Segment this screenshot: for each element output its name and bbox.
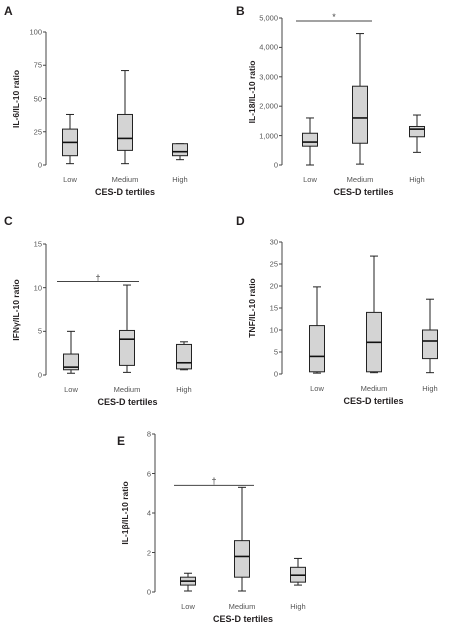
x-axis-label: CES-D tertiles: [212, 614, 274, 624]
x-tick-label: High: [422, 384, 438, 393]
y-tick-label: 2: [146, 548, 151, 557]
y-tick-label: 5: [37, 326, 42, 336]
x-tick-label: High: [290, 602, 306, 611]
x-tick-label: High: [409, 175, 425, 184]
iqr-box: [235, 541, 250, 578]
x-axis-label: CES-D tertiles: [94, 187, 156, 197]
x-tick-label: Low: [310, 384, 324, 393]
iqr-box: [310, 326, 325, 372]
box-low: [310, 287, 325, 373]
panel-e: [115, 429, 355, 624]
x-axis-label: CES-D tertiles: [333, 187, 394, 197]
iqr-box: [303, 133, 318, 146]
x-tick-label: Medium: [111, 175, 139, 184]
x-tick-label: Low: [63, 175, 77, 184]
box-medium: [235, 487, 250, 591]
x-tick-label: Medium: [360, 384, 388, 393]
y-tick-label: 2,000: [259, 101, 278, 111]
box-low: [303, 118, 318, 165]
iqr-box: [423, 330, 438, 359]
box-low: [64, 331, 79, 373]
panel-label: D: [236, 214, 245, 228]
x-axis-label: CES-D tertiles: [97, 397, 158, 407]
y-axis-label: TNF/IL-10 ratio: [247, 278, 257, 338]
iqr-box: [118, 114, 133, 150]
chart-svg: [232, 0, 468, 200]
y-tick-label: 50: [33, 94, 42, 103]
box-low: [63, 114, 78, 163]
y-tick-label: 6: [146, 469, 151, 478]
y-tick-label: 10: [33, 283, 42, 293]
box-high: [291, 558, 306, 585]
chart-svg: [115, 434, 355, 624]
y-axis-label: IFNγ/IL-10 ratio: [11, 278, 21, 341]
y-tick-label: 5: [273, 347, 278, 357]
y-tick-label: 25: [33, 127, 42, 137]
y-tick-label: 30: [269, 237, 278, 247]
panel-c: [0, 210, 230, 416]
x-tick-label: Low: [181, 602, 195, 611]
x-tick-label: High: [176, 385, 192, 394]
box-medium: [353, 34, 368, 165]
y-tick-label: 0: [273, 369, 278, 379]
x-tick-label: Low: [303, 175, 317, 184]
iqr-box: [173, 144, 188, 156]
y-tick-label: 1,000: [259, 131, 278, 141]
x-tick-label: Medium: [228, 602, 256, 611]
significance-marker: †: [211, 476, 217, 487]
x-tick-label: Medium: [113, 385, 141, 394]
y-tick-label: 15: [269, 303, 278, 313]
panel-label: E: [117, 434, 126, 448]
box-medium: [118, 71, 133, 164]
y-tick-label: 0: [37, 370, 42, 380]
y-tick-label: 15: [33, 239, 42, 249]
y-tick-label: 20: [269, 281, 278, 291]
box-high: [177, 342, 192, 370]
iqr-box: [177, 344, 192, 368]
panel-b: [232, 0, 468, 200]
box-medium: [120, 285, 135, 372]
y-axis-label: IL-18/IL-10 ratio: [247, 60, 257, 123]
iqr-box: [410, 126, 425, 136]
y-axis-label: IL-6/IL-10 ratio: [11, 69, 21, 128]
y-tick-label: 4: [146, 508, 151, 518]
panel-label: B: [236, 4, 245, 18]
x-tick-label: High: [172, 175, 188, 184]
box-low: [181, 573, 196, 591]
x-tick-label: Low: [64, 385, 78, 394]
y-axis-label: IL-1β/IL-10 ratio: [120, 481, 130, 545]
y-tick-label: 25: [269, 259, 278, 269]
y-tick-label: 0: [273, 160, 278, 170]
box-medium: [367, 256, 382, 373]
y-tick-label: 75: [33, 60, 42, 70]
significance-marker: †: [95, 272, 101, 283]
y-tick-label: 8: [146, 429, 151, 439]
panel-label: A: [4, 4, 13, 18]
y-tick-label: 0: [146, 587, 151, 597]
panel-a: [0, 0, 230, 200]
y-tick-label: 4,000: [259, 42, 278, 52]
x-tick-label: Medium: [346, 175, 374, 184]
y-tick-label: 10: [269, 325, 278, 335]
box-high: [173, 144, 188, 160]
box-high: [410, 115, 425, 152]
box-high: [423, 299, 438, 372]
panel-label: C: [4, 214, 13, 228]
iqr-box: [120, 330, 135, 365]
significance-marker: *: [332, 11, 336, 22]
y-tick-label: 0: [37, 160, 42, 170]
panel-d: [232, 210, 468, 416]
x-axis-label: CES-D tertiles: [343, 396, 404, 406]
y-tick-label: 100: [29, 27, 42, 37]
y-tick-label: 3,000: [259, 72, 278, 82]
iqr-box: [353, 86, 368, 143]
y-tick-label: 5,000: [259, 13, 278, 23]
